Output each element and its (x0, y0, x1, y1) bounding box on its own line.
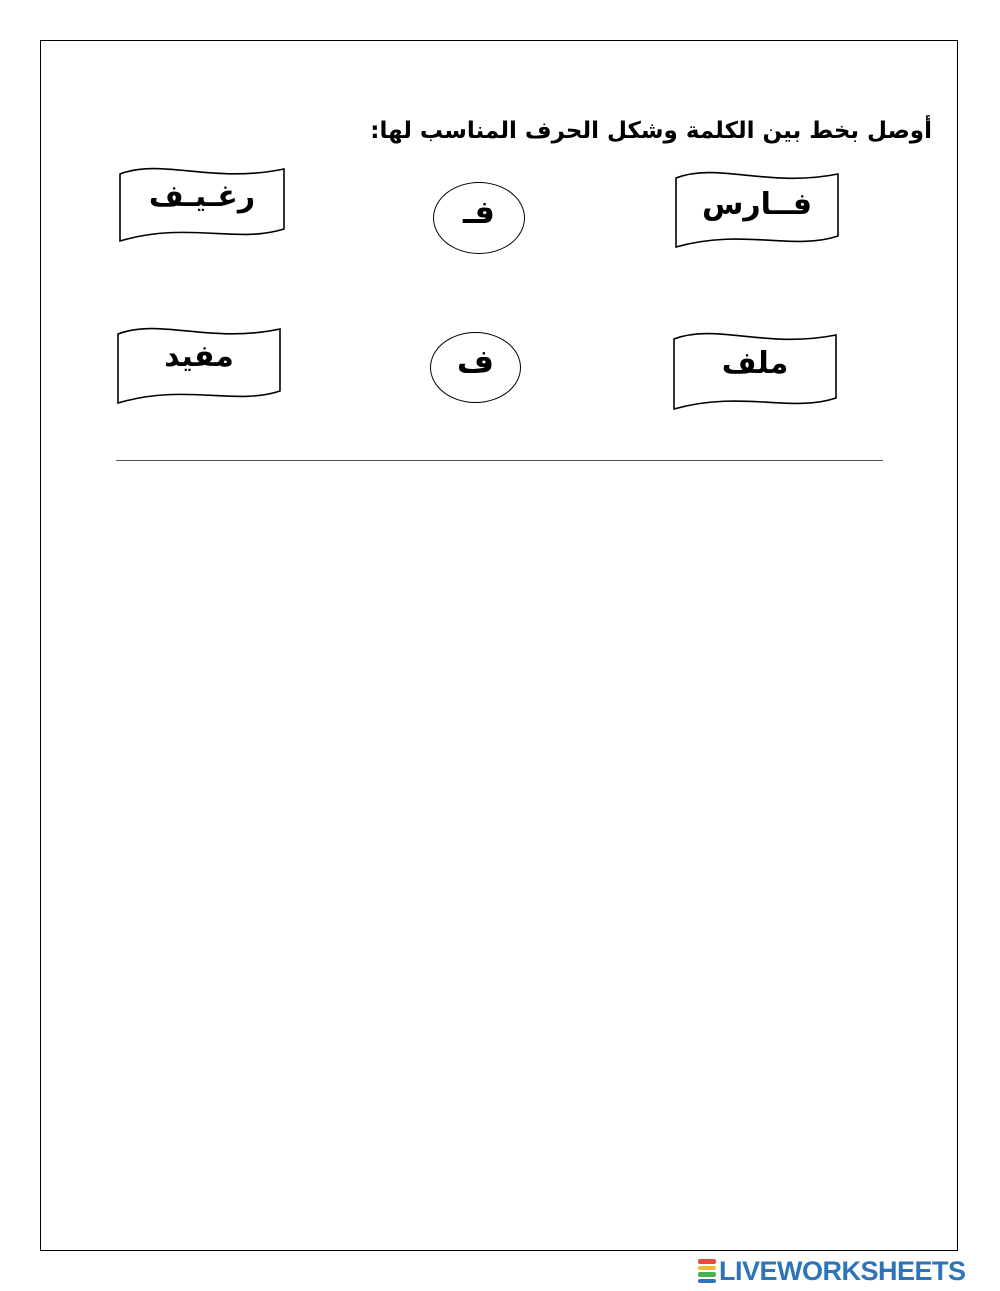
liveworksheets-brand[interactable] (698, 1257, 966, 1285)
logo-block (698, 1272, 716, 1277)
word-text: مفيد (164, 339, 234, 374)
divider-line (116, 460, 883, 461)
word-text: رغـيـف (148, 179, 256, 214)
letter-ellipse-initial[interactable] (433, 182, 525, 254)
instruction-text: أوصل بخط بين الكلمة وشكل الحرف المناسب لها: (370, 118, 932, 144)
word-flag-milaf[interactable] (671, 326, 839, 412)
word-flag-raghif[interactable] (117, 161, 287, 244)
word-text: فــارس (701, 187, 813, 222)
liveworksheets-logo-icon (698, 1258, 716, 1284)
word-text: ملف (721, 346, 789, 381)
logo-block (698, 1259, 716, 1264)
letter-text: فـ (463, 193, 495, 231)
logo-block (698, 1266, 716, 1271)
letter-ellipse-final[interactable] (430, 332, 521, 403)
word-flag-faris[interactable] (673, 165, 841, 250)
word-flag-mufid[interactable] (115, 321, 283, 406)
logo-block (698, 1279, 716, 1284)
brand-text: LIVEWORKSHEETS (719, 1256, 966, 1286)
letter-text: ف (456, 342, 495, 380)
